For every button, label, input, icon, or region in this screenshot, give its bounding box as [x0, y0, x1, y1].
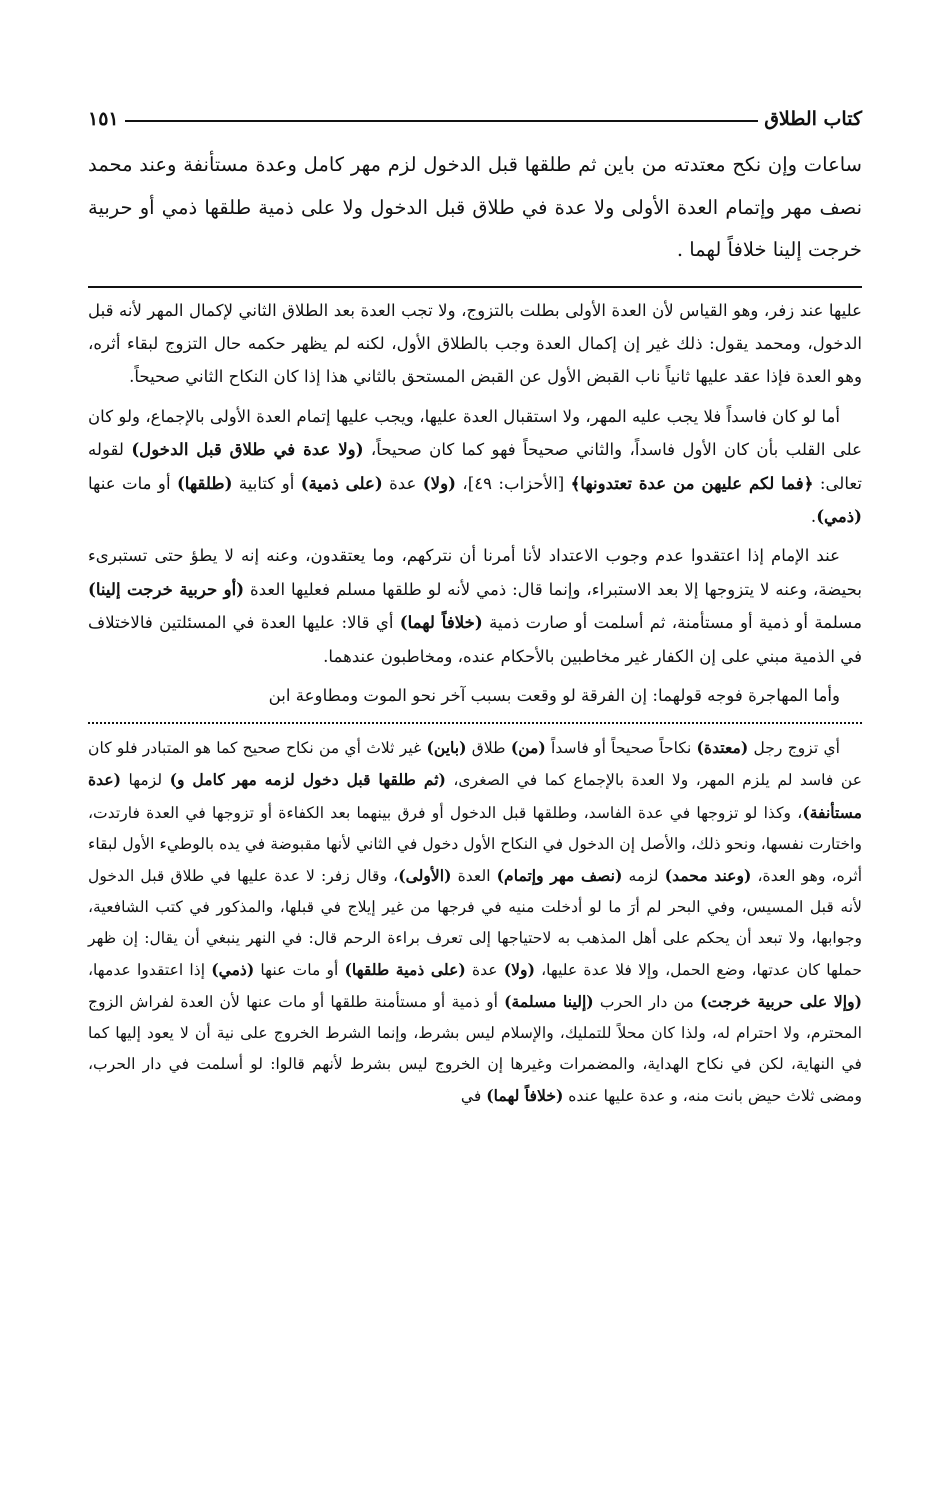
commentary-text: طلاق: [466, 739, 511, 758]
commentary-second-paragraph: [88, 732, 862, 1112]
main-text: [88, 144, 862, 272]
quoted-matn: (عدة مستأنفة): [88, 770, 862, 822]
commentary-text: أو مات عنها: [254, 961, 345, 980]
commentary-text: في: [460, 1087, 487, 1106]
main-text-separator: [88, 286, 862, 288]
quoted-matn: (إلينا مسلمة): [504, 992, 594, 1012]
book-page: [88, 90, 862, 1119]
commentary-text: أو مات عنها: [88, 473, 177, 493]
quoted-matn: (ثم طلقها قبل دخول لزمه مهر كامل و): [169, 770, 446, 790]
quoted-matn: (خلافاً لهما): [399, 612, 483, 633]
commentary-text: ، وكذا لو تزوجها في عدة الفاسد، وطلقها قبل الدخول أو فرق بينهما بعد الكفاءة أو تزوجها في العدة فارتدت، واختارت نفسها، ونحو ذلك، والأصل إن الدخول في النكاح الأول دخول في الثاني لأنها مقبوضة في يده بالوطيء الأول لبقاء أثره، وهو العدة،: [88, 803, 863, 885]
commentary-text: أو ذمية أو مستأمنة طلقها أو مات عنها لأن العدة لفراش الزوج المحترم، ولا احترام له، ولذا كان محلاً للتمليك، والإسلام ليس بشرط، وإنما الشرط الخروج على نية أن لا يعود إليها كما في النهاية، لكن في نكاح الهداية، والمضمرات وغيرها إن الخروج ليس بشرط لأنهم قالوا: لو أسلمت في دار الحرب، ومضى ثلاث حيض بانت منه، و عدة عليها عنده: [88, 993, 862, 1106]
commentary-text: أما لو كان فاسداً فلا يجب عليه المهر، ولا استقبال العدة عليها، ويجب عليها إتمام العدة الأولى بالإجماع، ولو كان على القلب بأن كان الأول فاسداً، والثاني صحيحاً فهو كما كان صحيحاً،: [87, 406, 863, 460]
commentary-paragraph-4: [88, 679, 862, 712]
quran-verse: ﴿فما لكم عليهن من عدة تعتدونها﴾: [570, 472, 814, 493]
running-head: [88, 90, 862, 130]
quoted-matn: (ذمي): [211, 960, 255, 980]
commentary-text: نكاحاً صحيحاً أو فاسداً: [545, 739, 697, 758]
commentary-text: .: [810, 506, 817, 526]
quoted-matn: (ولا): [422, 472, 456, 493]
commentary-text: من دار الحرب: [593, 993, 701, 1012]
commentary-text: [الأحزاب: ٤٩]،: [455, 473, 571, 493]
commentary-text: مسلمة أو ذمية أو مستأمنة، ثم أسلمت أو صارت ذمية: [482, 613, 862, 633]
commentary-text: أو كتابية: [232, 473, 301, 493]
quoted-matn: (طلقها): [176, 472, 233, 493]
quoted-matn: (أو حربية خرجت إلينا): [88, 578, 245, 599]
quoted-matn: (وإلا على حربية خرجت): [700, 992, 863, 1012]
quoted-matn: (معتدة): [696, 738, 749, 758]
commentary-text: غير ثلاث أي من نكاح صحيح كما هو المتبادر فلو كان عن فاسد لم يلزم المهر، ولا العدة بالإجماع كما في الصغرى،: [88, 739, 862, 790]
commentary-text: إذا اعتقدوا عدمها،: [88, 961, 212, 980]
commentary-text: عدة: [382, 473, 423, 493]
commentary-text: عليها عند زفر، وهو القياس لأن العدة الأولى بطلت بالتزوج، ولا تجب العدة بعد الطلاق الثاني لإكمال المهر لأنه قبل الدخول، ومحمد يقول: ذلك غير إن إكمال العدة وجب بالطلاق الأول، لكنه لم يظهر حكمه حال التزوج لبقاء أثره، وهو العدة فإذا عقد عليها ثانياً ناب القبض الأول عن القبض المستحق بالثاني هذا إذا كان النكاح الثاني صحيحاً.: [88, 300, 862, 387]
commentary-text: لقوله تعالى:: [88, 440, 863, 493]
commentary-text: ، وقال زفر: لا عدة عليها في طلاق قبل الدخول لأنه قبل المسيس، وفي البحر لم أرَ ما لو أدخلت منيه في فرجها من غير إيلاج في قبلها، والمذكور في كتب الشافعية، وجوابها، ولا تبعد أن يحكم على أهل المذهب به لاحتياجها إلى تعرف براءة الرحم قال: في النهر ينبغي أن يقال: إن ظهر حملها كان عدتها، وضع الحمل، وإلا فلا عدة عليها،: [88, 866, 862, 980]
quoted-matn: (على ذمية): [300, 472, 383, 493]
header-rule: [125, 120, 759, 122]
commentary-text: لزمها: [121, 771, 170, 790]
quoted-matn: (من): [510, 738, 546, 758]
main-text-body: ساعات وإن نكح معتدته من باين ثم طلقها قبل الدخول لزم مهر كامل وعدة مستأنفة وعند محمد نصف مهر وإتمام العدة الأولى ولا عدة في طلاق قبل الدخول ولا على ذمية طلقها ذمي أو حربية خرجت إلينا خلافاً لهما .: [88, 153, 862, 261]
quoted-matn: (ولا عدة في طلاق قبل الدخول): [131, 439, 364, 460]
quoted-matn: (على ذمية طلقها): [344, 960, 466, 980]
commentary-paragraph-2: [88, 400, 862, 534]
quoted-matn: (ذمي): [816, 505, 862, 526]
quoted-matn: (خلافاً لهما): [486, 1086, 564, 1106]
commentary-text: لزمه: [622, 866, 665, 885]
chapter-title: كتاب الطلاق: [764, 108, 862, 130]
commentary-paragraph-3: [88, 539, 862, 673]
quoted-matn: (نصف مهر وإتمام): [496, 865, 623, 885]
quoted-matn: (وعند محمد): [664, 865, 752, 885]
commentary-text: وأما المهاجرة فوجه قولهما: إن الفرقة لو وقعت بسبب آخر نحو الموت ومطاوعة ابن: [268, 685, 840, 705]
quoted-matn: (الأولى): [398, 865, 452, 885]
quoted-matn: (ولا): [503, 960, 535, 980]
commentary-paragraph-1: [88, 294, 862, 394]
commentary-separator: [88, 722, 862, 724]
page-number: ١٥١: [88, 108, 119, 130]
commentary-first: [88, 294, 862, 713]
quoted-matn: (باين): [426, 738, 467, 758]
commentary-text: عدة: [465, 961, 504, 980]
commentary-text: عند الإمام إذا اعتقدوا عدم وجوب الاعتداد لأنا أمرنا أن نتركهم، وما يعتقدون، وعنه إنه لا يطؤ حتى تستبرىء بحيضة، وعنه لا يتزوجها إلا بعد الاستبراء، وإنما قال: ذمي لأنه لو طلقها مسلم فعليها العدة: [88, 546, 862, 599]
commentary-text: أي تزوج رجل: [748, 739, 841, 758]
commentary-text: أي قالا: عليها العدة في المسئلتين فالاختلاف في الذمية مبني على إن الكفار غير مخاطبين بالأحكام عنده، ومخاطبون عندهما.: [88, 613, 862, 666]
commentary-text: العدة: [451, 866, 497, 885]
commentary-second: [88, 732, 862, 1112]
